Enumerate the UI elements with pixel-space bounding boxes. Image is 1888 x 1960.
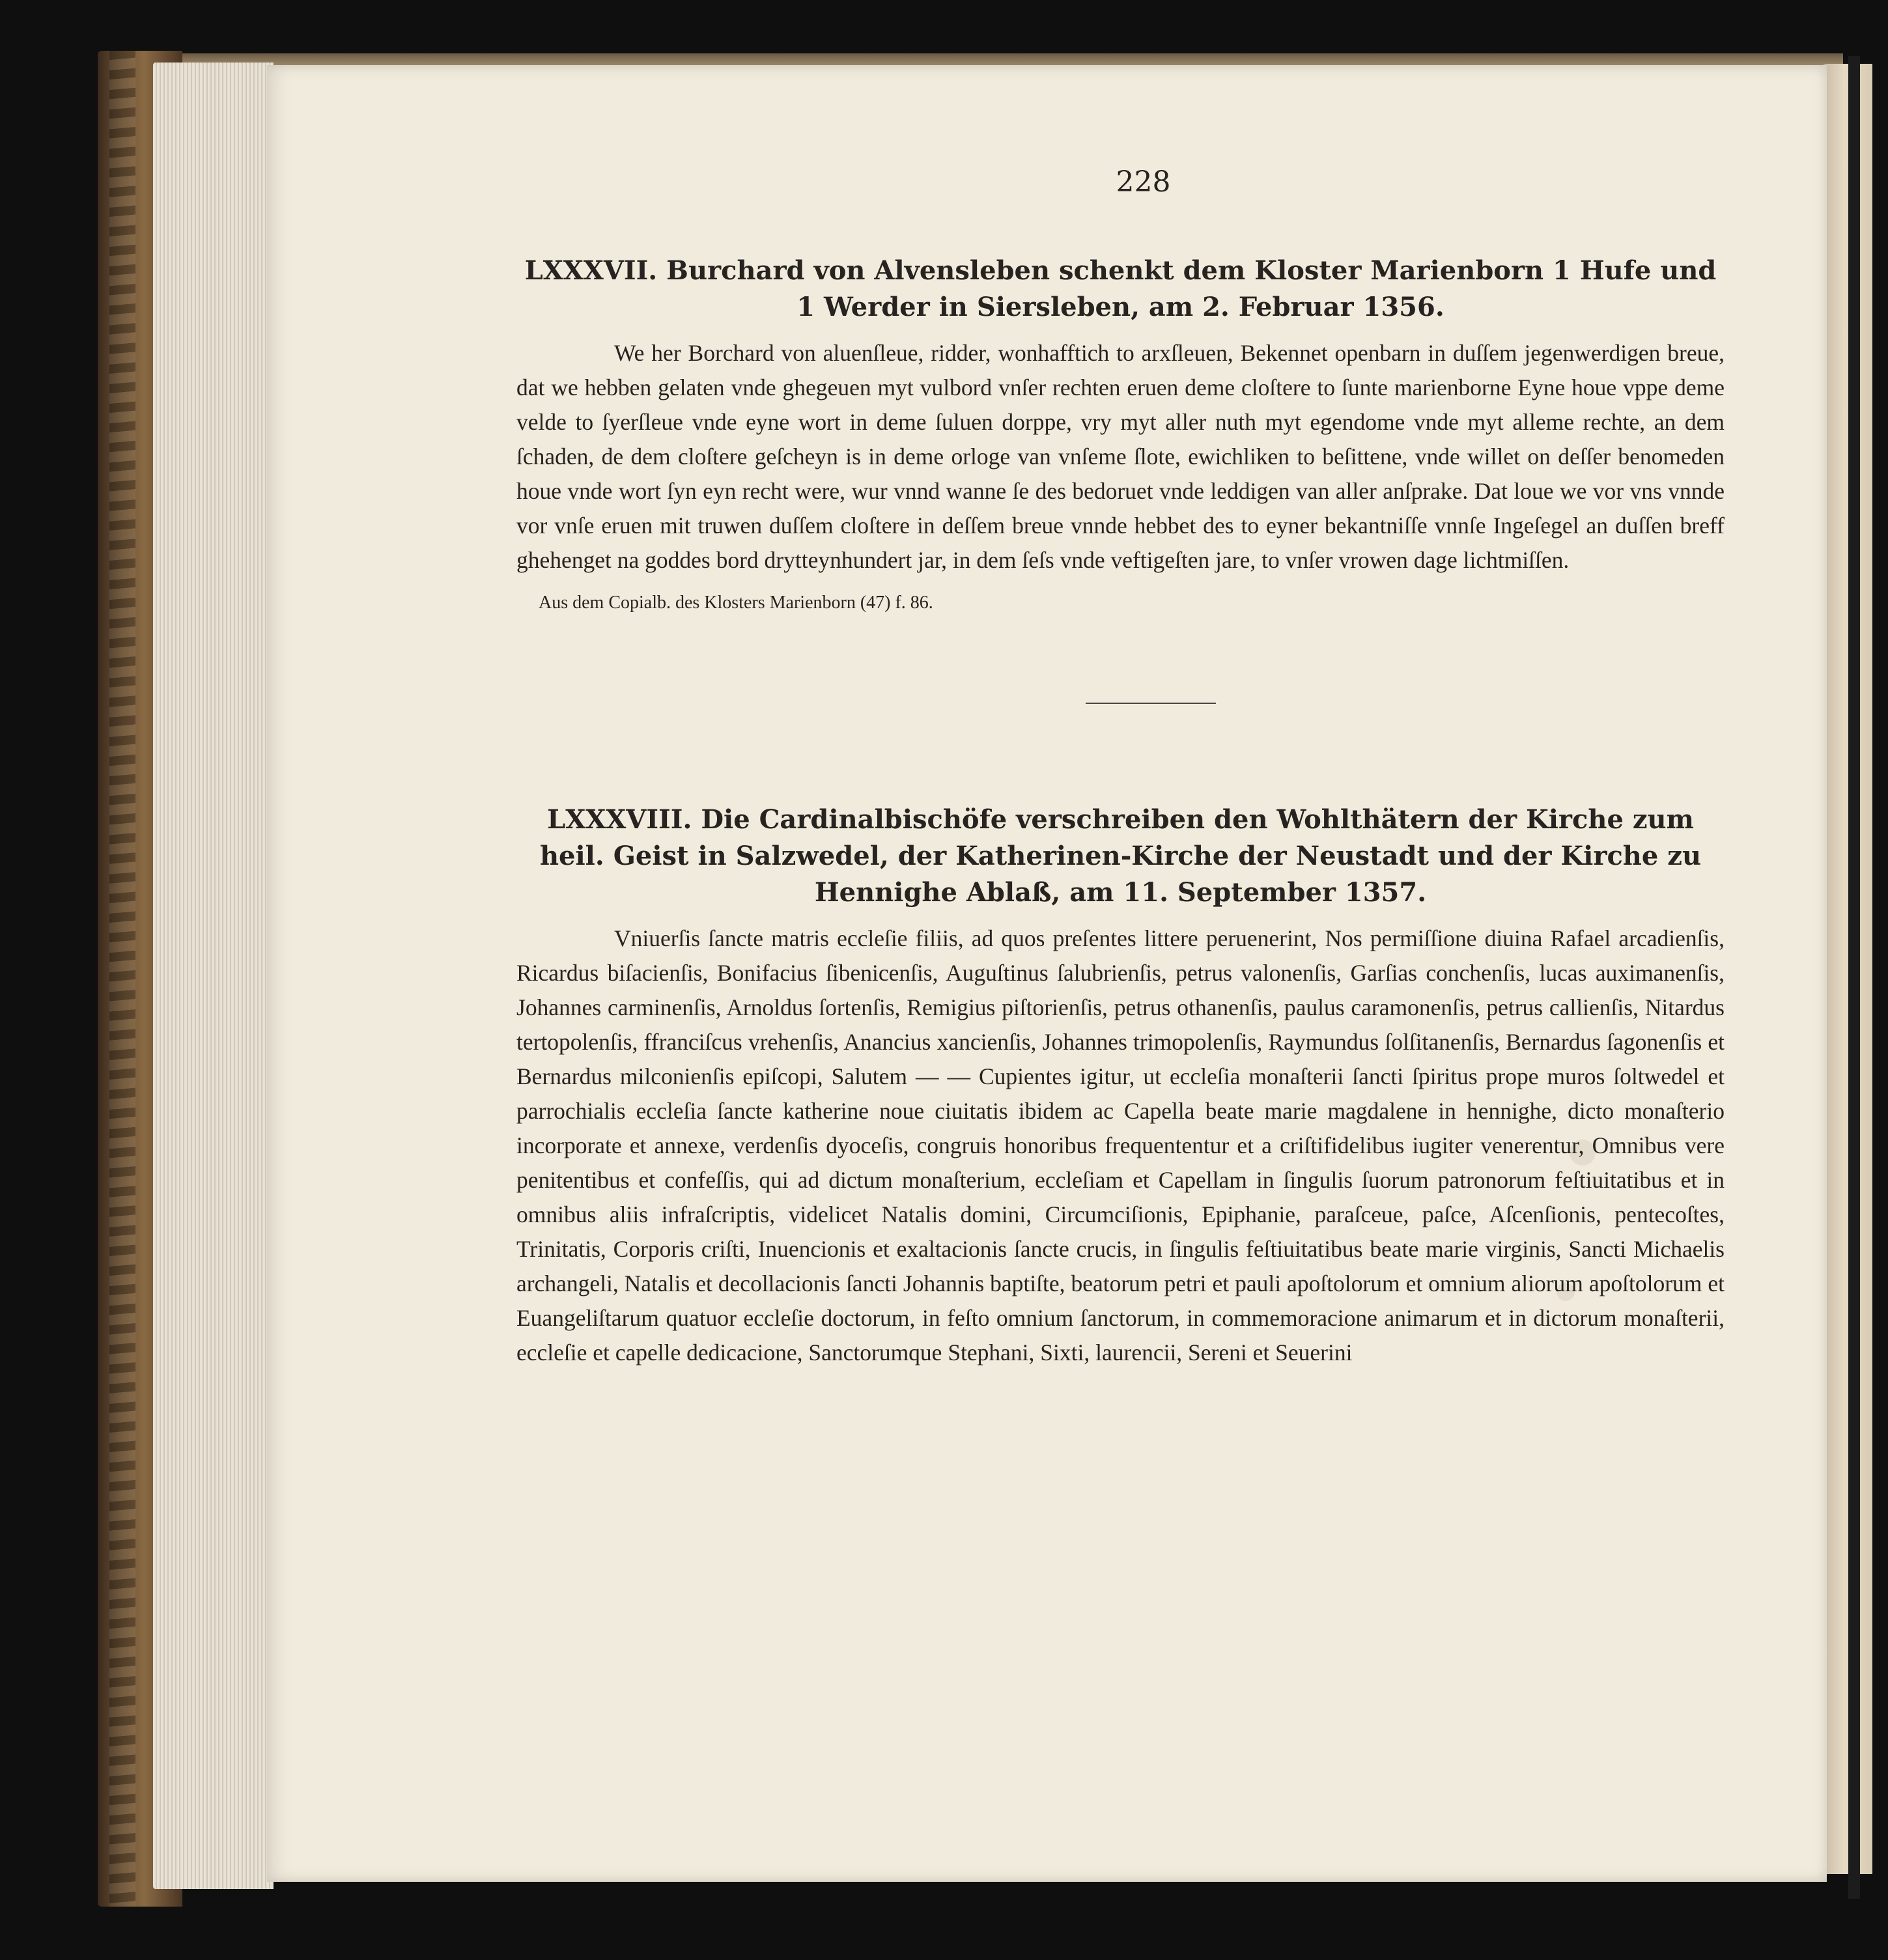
scan-ruler <box>1848 56 1860 1899</box>
section-title: Burchard von Alvensleben schenkt dem Kloster Marienborn 1 Hufe und 1 Werder in Siersleben, am 2. Februar 1356. <box>666 255 1717 322</box>
charter-text-87: We her Borchard von aluenſleue, ridder, wonhafftich to arxſleuen, Bekennet openbarn in duſſem jegenwerdigen breue, dat we hebben gelaten vnde ghegeuen myt vulbord vnſer rechten eruen deme cloſtere to ſunte marienborne Eyne houe vppe deme velde to ſyerſleue vnde eyne wort in deme ſuluen dorppe, vry myt aller nuth myt egendome vnde myt alleme rechte, an dem ſchaden, de dem cloſtere geſcheyn is in deme orloge van vnſeme ſlote, ewichliken to beſittene, vnde willet on deſſer benomeden houe vnde wort ſyn eyn recht were, wur vnnd wanne ſe des bedoruet vnde leddigen van aller anſprake. Dat loue we vor vns vnnde vor vnſe eruen mit truwen duſſem cloſtere in deſſem breue vnnde hebbet des to eyner bekantniſſe vnnſe Ingeſegel an duſſen breff ghehenget na goddes bord drytteynhundert jar, in dem ſeſs vnde veftigeſten jare, to vnſer vrowen dage lichtmiſſen. <box>516 340 1725 573</box>
section-divider <box>1086 703 1216 704</box>
section-heading-87 <box>516 253 1725 326</box>
section-heading-88 <box>516 802 1725 911</box>
page-content <box>516 150 1725 1370</box>
charter-text-88: Vniuerſis ſancte matris eccleſie filiis, ad quos preſentes littere peruenerint, Nos permiſſione diuina Rafael arcadienſis, Ricardus biſacienſis, Bonifacius ſibenicenſis, Auguſtinus ſalubrienſis, petrus valonenſis, Garſias conchenſis, lucas auximanenſis, Johannes carminenſis, Arnoldus ſortenſis, Remigius piſtorienſis, petrus othanenſis, paulus caramonenſis, petrus callienſis, Nitardus tertopolenſis, ffranciſcus vrehenſis, Anancius xancienſis, Johannes trimopolenſis, Raymundus ſolſitanenſis, Bernardus ſagonenſis et Bernardus milconienſis epiſcopi, Salutem — — Cupientes igitur, ut eccleſia monaſterii ſancti ſpiritus prope muros ſoltwedel et parrochialis eccleſia ſancte katherine noue ciuitatis ibidem ac Capella beate marie magdalene in hennighe, dicto monaſterio incorporate et annexe, verdenſis dyoceſis, congruis honoribus frequententur et a criſtifidelibus iugiter venerentur, Omnibus vere penitentibus et confeſſis, qui ad dictum monaſterium, eccleſiam et Capellam in ſingulis ſuorum patronorum feſtiuitatibus et in omnibus aliis infraſcriptis, videlicet Natalis domini, Circumciſionis, Epiphanie, paraſceue, paſce, Aſcenſionis, pentecoſtes, Trinitatis, Corporis criſti, Inuencionis et exaltacionis ſancte crucis, in ſingulis feſtiuitatibus beate marie virginis, Sancti Michaelis archangeli, Natalis et decollacionis ſancti Johannis baptiſte, beatorum petri et pauli apoſtolorum et omnium aliorum apoſtolorum et Euangeliſtarum quatuor eccleſie doctorum, in feſto omnium ſanctorum, in commemoracione animarum et in dictorum monaſterii, eccleſie et capelle dedicacione, Sanctorumque Stephani, Sixti, laurencii, Sereni et Seuerini <box>516 925 1725 1365</box>
page-edges <box>153 63 274 1889</box>
section-number: LXXXVII. <box>524 255 658 286</box>
source-note: Aus dem Copialb. des Klosters Marienborn (47) f. 86. <box>539 593 933 613</box>
section-title: Die Cardinalbischöfe verschreiben den Wohlthätern der Kirche zum heil. Geist in Salzwedel, der Katherinen-Kirche der Neustadt und der Kirche zu Hennighe Ablaß, am 11. September 1357. <box>539 804 1702 908</box>
section-number: LXXXVIII. <box>547 804 692 835</box>
page-number: 228 <box>1116 165 1171 199</box>
